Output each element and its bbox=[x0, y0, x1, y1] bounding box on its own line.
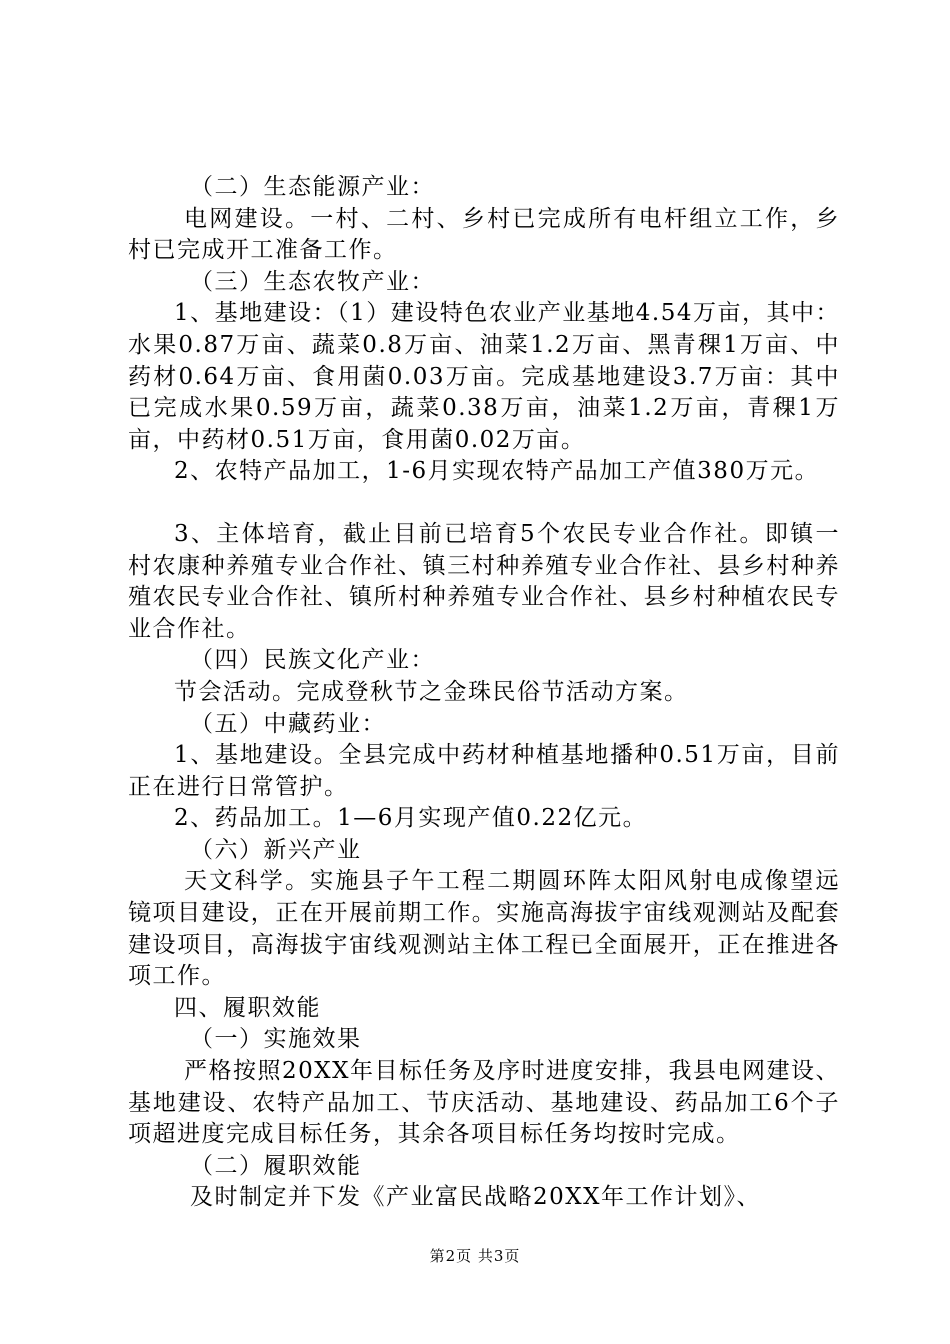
body-paragraph: 1、基地建设：（1）建设特色农业产业基地4.54万亩，其中：水果0.87万亩、蔬菜0.8万亩、油菜1.2万亩、黑青稞1万亩、中药材0.64万亩、食用菌0.03万亩。完成基地建设3.7万亩：其中已完成水果0.59万亩，蔬菜0.38万亩，油菜1.2万亩，青稞1万亩，中药材0.51万亩，食用菌0.02万亩。 bbox=[128, 300, 840, 453]
section-heading: （六）新兴产业 bbox=[190, 836, 362, 863]
section-heading: （二）履职效能 bbox=[190, 1152, 362, 1179]
body-paragraph: 严格按照20XX年目标任务及序时进度安排，我县电网建设、基地建设、农特产品加工、节庆活动、基地建设、药品加工6个子项超进度完成目标任务，其余各项目标任务均按时完成。 bbox=[128, 1058, 841, 1148]
body-paragraph: 1、基地建设。全县完成中药材种植基地播种0.51万亩，目前正在进行日常管护。 bbox=[128, 742, 840, 800]
section-heading: （二）生态能源产业： bbox=[190, 174, 435, 200]
section-heading: （一）实施效果 bbox=[190, 1026, 362, 1053]
page-footer: 第2页 共3页 bbox=[429, 1247, 521, 1265]
body-paragraph: 节会活动。完成登秋节之金珠民俗节活动方案。 bbox=[174, 678, 689, 705]
document-body bbox=[128, 172, 840, 1214]
section-heading: （五）中藏药业： bbox=[190, 710, 386, 737]
body-paragraph: 2、药品加工。1—6月实现产值0.22亿元。 bbox=[174, 805, 648, 832]
section-heading: 四、履职效能 bbox=[174, 994, 321, 1021]
body-paragraph: 天文科学。实施县子午工程二期圆环阵太阳风射电成像望远镜项目建设，正在开展前期工作。实施高海拔宇宙线观测站及配套建设项目，高海拔宇宙线观测站主体工程已全面展开，正在推进各项工作。 bbox=[128, 868, 840, 990]
section-heading: （四）民族文化产业： bbox=[190, 647, 435, 674]
section-heading: （三）生态农牧产业： bbox=[190, 268, 435, 295]
body-paragraph: 2、农特产品加工，1-6月实现农特产品加工产值380万元。 bbox=[174, 458, 820, 485]
body-paragraph: 及时制定并下发《产业富民战略20XX年工作计划》、 bbox=[190, 1184, 762, 1211]
body-paragraph: 3、主体培育，截止目前已培育5个农民专业合作社。即镇一村农康种养殖专业合作社、镇三村种养殖专业合作社、县乡村种养殖农民专业合作社、镇所村种养殖专业合作社、县乡村种植农民专业合作社。 bbox=[128, 520, 840, 642]
body-paragraph: 电网建设。一村、二村、乡村已完成所有电杆组立工作，乡村已完成开工准备工作。 bbox=[128, 205, 840, 264]
